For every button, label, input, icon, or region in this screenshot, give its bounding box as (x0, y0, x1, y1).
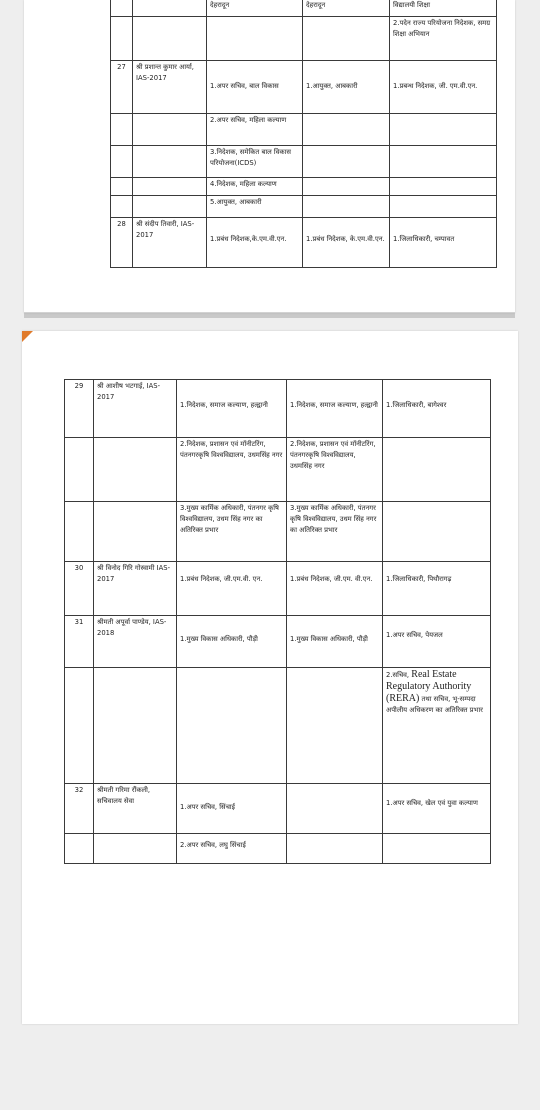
current-post (207, 17, 303, 61)
officer-name (94, 502, 177, 562)
current-post: 3.मुख्य कार्मिक अधिकारी, पंतनगर कृषि विश्वविद्यालय, उधम सिंह नगर का अतिरिक्त प्रभार (177, 502, 287, 562)
serial-number: 30 (65, 562, 94, 616)
current-post: देहरादून (207, 0, 303, 17)
retained-post: 1.मुख्य विकास अधिकारी, पौड़ी (287, 616, 383, 668)
current-post: 1.प्रबंध निदेशक,के.एम.वी.एन. (207, 218, 303, 268)
table-row (65, 380, 491, 438)
new-post: विद्यालयी शिक्षा (390, 0, 497, 17)
officer-name (94, 834, 177, 864)
new-post: 1.अपर सचिव, खेल एवं युवा कल्याण (383, 784, 491, 834)
serial-number: 32 (65, 784, 94, 834)
table-row (111, 218, 497, 268)
officer-name (133, 178, 207, 196)
officer-name: श्री संदीप तिवारी, IAS-2017 (133, 218, 207, 268)
document-page-2 (22, 331, 518, 1024)
rera-authority-name: Real Estate Regulatory Authority (RERA) (386, 669, 472, 704)
rera-post-suffix: तथा सचिव, भू-सम्पदा अपीलीय अधिकरण का अतिरिक्त प्रभार (386, 695, 483, 714)
current-post: 2.अपर सचिव, महिला कल्याण (207, 114, 303, 146)
retained-post: देहरादून (303, 0, 390, 17)
retained-post (303, 17, 390, 61)
retained-post: 1.आयुक्त, आबकारी (303, 61, 390, 114)
table-row (111, 178, 497, 196)
officer-transfer-table (110, 0, 497, 268)
serial-number (111, 196, 133, 218)
serial-number: 31 (65, 616, 94, 668)
table-row (65, 834, 491, 864)
current-post: 4.निदेशक, महिला कल्याण (207, 178, 303, 196)
officer-name: श्री विनोद गिरि गोस्वामी IAS-2017 (94, 562, 177, 616)
new-post (383, 834, 491, 864)
officer-transfer-table (64, 379, 491, 864)
serial-number: 27 (111, 61, 133, 114)
officer-name: श्रीमती गरिमा रौंकली, सचिवालय सेवा (94, 784, 177, 834)
new-post: 1.जिलाधिकारी, चम्पावत (390, 218, 497, 268)
retained-post (287, 668, 383, 784)
retained-post (303, 146, 390, 178)
new-post: 1.अपर सचिव, पेयजल (383, 616, 491, 668)
new-post: 1.प्रबन्ध निदेशक, जी. एम.वी.एन. (390, 61, 497, 114)
current-post: 2.अपर सचिव, लघु सिंचाई (177, 834, 287, 864)
table-row (111, 0, 497, 17)
current-post: 5.आयुक्त, आबकारी (207, 196, 303, 218)
retained-post: 3.मुख्य कार्मिक अधिकारी, पंतनगर कृषि विश्वविद्यालय, उधम सिंह नगर का अतिरिक्त प्रभार (287, 502, 383, 562)
current-post: 3.निदेशक, समेकित बाल विकास परियोजना(ICDS) (207, 146, 303, 178)
new-post (383, 502, 491, 562)
officer-name (94, 668, 177, 784)
current-post: 1.अपर सचिव, सिंचाई (177, 784, 287, 834)
retained-post: 1.निदेशक, समाज कल्याण, हल्द्वानी (287, 380, 383, 438)
current-post: 1.अपर सचिव, बाल विकास (207, 61, 303, 114)
serial-number: 28 (111, 218, 133, 268)
table-row (111, 61, 497, 114)
serial-number: 29 (65, 380, 94, 438)
current-post: 2.निदेशक, प्रशासन एवं मॉनीटरिंग, पंतनगरकृषि विश्वविद्यालय, उधमसिंह नगर (177, 438, 287, 502)
serial-number (111, 114, 133, 146)
table-row (65, 438, 491, 502)
officer-name (133, 146, 207, 178)
new-post: 1.जिलाधिकारी, बागेश्वर (383, 380, 491, 438)
officer-name (133, 114, 207, 146)
retained-post (303, 114, 390, 146)
new-post (390, 196, 497, 218)
table-row (111, 17, 497, 61)
serial-number (65, 834, 94, 864)
new-post (383, 668, 491, 784)
table-row (111, 196, 497, 218)
new-post (390, 146, 497, 178)
table-row (111, 146, 497, 178)
page-corner-marker (22, 331, 33, 342)
new-post: 1.जिलाधिकारी, पिथौरागढ़ (383, 562, 491, 616)
rera-post-prefix: 2.सचिव, (386, 671, 410, 679)
table-row (65, 616, 491, 668)
current-post: 1.मुख्य विकास अधिकारी, पौड़ी (177, 616, 287, 668)
page-edge-shadow (24, 312, 515, 318)
serial-number (65, 668, 94, 784)
table-row (111, 114, 497, 146)
officer-name: श्रीमती अपूर्वा पाण्डेय, IAS-2018 (94, 616, 177, 668)
table-row (65, 784, 491, 834)
retained-post: 1.प्रबंध निदेशक, के.एम.वी.एन. (303, 218, 390, 268)
serial-number (65, 438, 94, 502)
serial-number (111, 178, 133, 196)
table-row (65, 562, 491, 616)
retained-post (287, 784, 383, 834)
current-post (177, 668, 287, 784)
retained-post (287, 834, 383, 864)
new-post (383, 438, 491, 502)
retained-post (303, 196, 390, 218)
table-row (65, 502, 491, 562)
new-post: 2.पदेन राज्य परियोजना निदेशक, समग्र शिक्षा अभियान (390, 17, 497, 61)
serial-number (111, 146, 133, 178)
serial-number (111, 17, 133, 61)
serial-number (65, 502, 94, 562)
current-post: 1.प्रबंध निदेशक, जी.एम.वी. एन. (177, 562, 287, 616)
current-post: 1.निदेशक, समाज कल्याण, हल्द्वानी (177, 380, 287, 438)
table-row (65, 668, 491, 784)
retained-post: 2.निदेशक, प्रशासन एवं मॉनीटरिंग, पंतनगरकृषि विश्वविद्यालय, उधमसिंह नगर (287, 438, 383, 502)
new-post (390, 114, 497, 146)
officer-name: श्री प्रशान्त कुमार आर्या, IAS-2017 (133, 61, 207, 114)
document-page-1 (24, 0, 515, 313)
officer-name (133, 17, 207, 61)
serial-number (111, 0, 133, 17)
retained-post: 1.प्रबंध निदेशक, जी.एम. वी.एन. (287, 562, 383, 616)
officer-name (133, 196, 207, 218)
officer-name (94, 438, 177, 502)
new-post (390, 178, 497, 196)
retained-post (303, 178, 390, 196)
officer-name: श्री आशीष भटगाई, IAS-2017 (94, 380, 177, 438)
officer-name (133, 0, 207, 17)
